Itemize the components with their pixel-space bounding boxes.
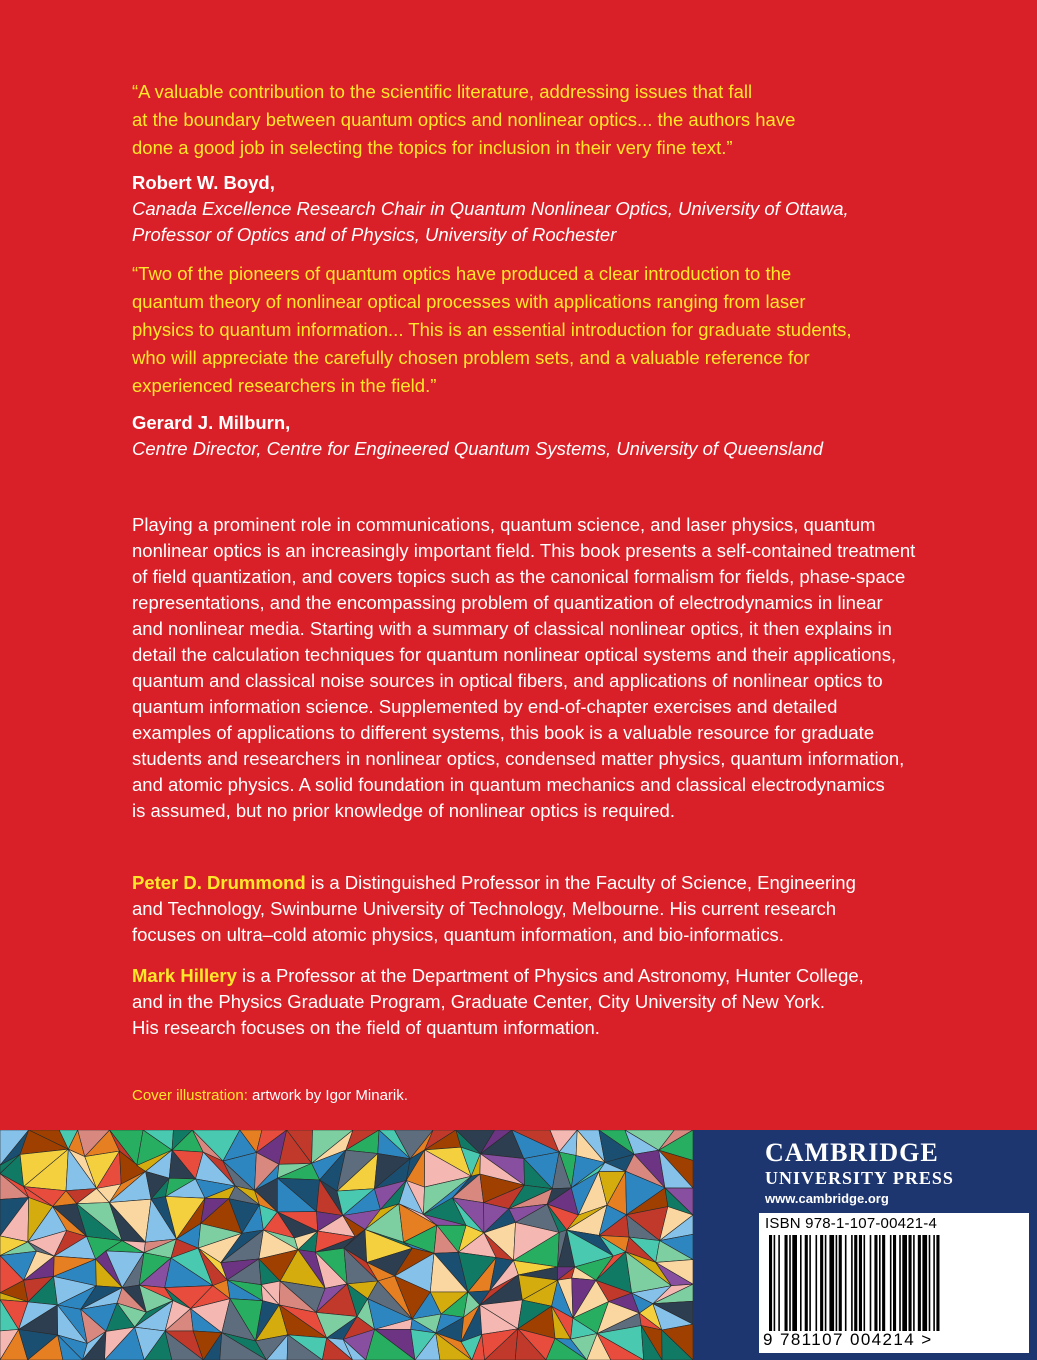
endorser-affiliation: Canada Excellence Research Chair in Quantum Nonlinear Optics, University of Ottawa, (132, 198, 849, 219)
author-bio-drummond (132, 870, 1012, 948)
barcode-bar (769, 1235, 772, 1331)
quote-line: “A valuable contribution to the scientific literature, addressing issues that fall (132, 81, 753, 102)
credit-label: Cover illustration: (132, 1087, 248, 1104)
bio-line: focuses on ultra–cold atomic physics, quantum information, and bio-informatics. (132, 924, 784, 945)
barcode-bar (816, 1235, 818, 1331)
description-line: of field quantization, and covers topics such as the canonical formalism for fields, phase-space (132, 566, 906, 587)
cover-credit (132, 1087, 408, 1104)
description-line: quantum and classical noise sources in optical fibers, and applications of nonlinear optics to (132, 670, 883, 691)
endorsement-quote (132, 260, 992, 400)
description-line: nonlinear optics is an increasingly important field. This book presents a self-contained treatment (132, 540, 916, 561)
barcode-bar (854, 1235, 857, 1331)
description-line: detail the calculation techniques for quantum nonlinear optical systems and their applications, (132, 644, 897, 665)
description-line: is assumed, but no prior knowledge of nonlinear optics is required. (132, 800, 675, 821)
barcode-bar (936, 1235, 939, 1331)
description-line: and nonlinear media. Starting with a summary of classical nonlinear optics, it then explains in (132, 618, 892, 639)
author-name: Peter D. Drummond (132, 872, 306, 893)
bio-line: and in the Physics Graduate Program, Graduate Center, City University of New York. (132, 991, 826, 1012)
barcode-bar (918, 1235, 921, 1331)
barcode-bar (825, 1235, 827, 1331)
cover-artwork (0, 1130, 693, 1360)
endorsement-1 (132, 78, 992, 248)
barcode-bar (929, 1235, 931, 1331)
endorser-affiliation: Professor of Optics and of Physics, University of Rochester (132, 224, 617, 245)
isbn-barcode (759, 1213, 1029, 1353)
description-line: examples of applications to different systems, this book is a valuable resource for graduate (132, 722, 875, 743)
publisher-panel (693, 1130, 1037, 1360)
bio-line: and Technology, Swinburne University of Technology, Melbourne. His current research (132, 898, 837, 919)
barcode-bar (851, 1235, 853, 1331)
publisher-url: www.cambridge.org (765, 1191, 889, 1206)
author-name: Mark Hillery (132, 965, 237, 986)
quote-line: who will appreciate the carefully chosen problem sets, and a valuable reference for (132, 347, 810, 368)
barcode-bar (805, 1235, 808, 1331)
barcode-bar (890, 1235, 892, 1331)
endorser-name: Gerard J. Milburn, (132, 412, 291, 433)
publisher-subtitle: UNIVERSITY PRESS (765, 1168, 954, 1188)
barcode-bar (785, 1235, 788, 1331)
bio-text: is a Distinguished Professor in the Faculty of Science, Engineering (305, 872, 856, 893)
barcode-bar (922, 1235, 927, 1331)
endorsement-quote (132, 78, 992, 162)
isbn-digits: 9 781107 004214 > (763, 1330, 933, 1349)
endorsements (132, 78, 992, 462)
barcode-bar (913, 1235, 915, 1331)
publisher-name: CAMBRIDGE (765, 1138, 939, 1167)
description-line: representations, and the encompassing problem of quantization of electrodynamics in linear (132, 592, 883, 613)
barcode-bar (893, 1235, 896, 1331)
quote-line: at the boundary between quantum optics and nonlinear optics... the authors have (132, 109, 796, 130)
barcode-bar (829, 1235, 834, 1331)
barcode-bar (902, 1235, 907, 1331)
quote-line: experienced researchers in the field.” (132, 375, 437, 396)
barcode-bar (800, 1235, 802, 1331)
barcode-bar (899, 1235, 901, 1331)
barcode-bar (933, 1235, 935, 1331)
endorser-affiliation: Centre Director, Centre for Engineered Quantum Systems, University of Queensland (132, 438, 823, 459)
barcode-bar (778, 1235, 780, 1331)
barcode-bars (767, 1235, 1023, 1331)
description-line: quantum information science. Supplemented by end-of-chapter exercises and detailed (132, 696, 838, 717)
endorsement-2 (132, 260, 992, 462)
endorser-name: Robert W. Boyd, (132, 172, 275, 193)
description-line: students and researchers in nonlinear optics, condensed matter physics, quantum information, (132, 748, 905, 769)
barcode-bar (859, 1235, 862, 1331)
barcode-bar (789, 1235, 791, 1331)
bio-line (132, 963, 1012, 989)
barcode-bar (839, 1235, 842, 1331)
description-line: and atomic physics. A solid foundation in quantum mechanics and classical electrodynamics (132, 774, 885, 795)
description-line: Playing a prominent role in communications, quantum science, and laser physics, quantum (132, 514, 876, 535)
bio-line (132, 870, 1012, 896)
barcode-bar (909, 1235, 912, 1331)
barcode-bar (774, 1235, 776, 1331)
barcode-bar (820, 1235, 823, 1331)
bio-text: is a Professor at the Department of Physics and Astronomy, Hunter College, (236, 965, 864, 986)
quote-line: “Two of the pioneers of quantum optics have produced a clear introduction to the (132, 263, 792, 284)
isbn-label: ISBN 978-1-107-00421-4 (765, 1215, 938, 1232)
quote-line: quantum theory of nonlinear optical processes with applications ranging from laser (132, 291, 806, 312)
barcode-bar (874, 1235, 877, 1331)
barcode-bar (870, 1235, 872, 1331)
quote-line: physics to quantum information... This is an essential introduction for graduate students, (132, 319, 852, 340)
barcode-bar (882, 1235, 885, 1331)
book-description (132, 512, 1012, 824)
author-bio-hillery (132, 963, 1012, 1041)
barcode-bar (792, 1235, 797, 1331)
bio-line: His research focuses on the field of quantum information. (132, 1017, 600, 1038)
barcode-bar (864, 1235, 866, 1331)
barcode-bar (836, 1235, 838, 1331)
barcode-bar (809, 1235, 811, 1331)
quote-line: done a good job in selecting the topics for inclusion in their very fine text.” (132, 137, 733, 158)
barcode-bar (879, 1235, 881, 1331)
barcode-bar (845, 1235, 847, 1331)
credit-text: artwork by Igor Minarik. (247, 1087, 408, 1104)
